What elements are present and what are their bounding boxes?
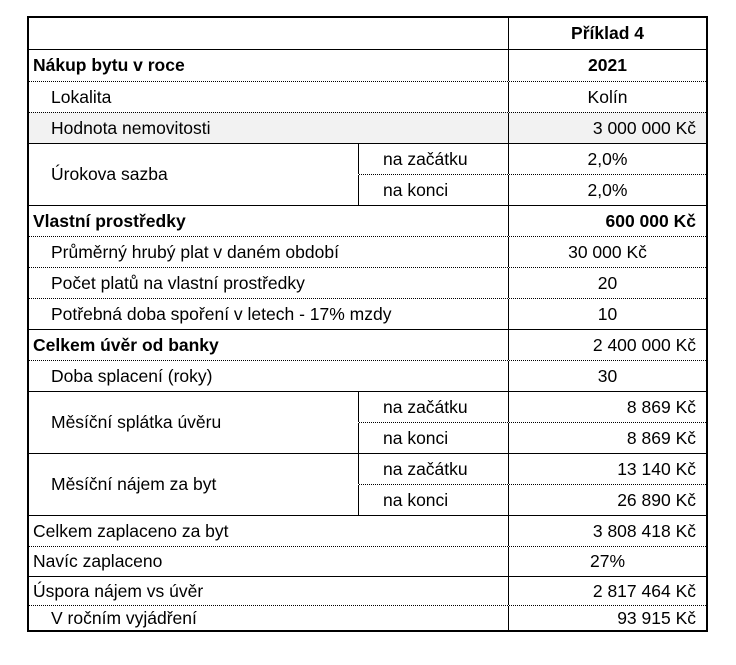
rocni-value: 93 915 Kč bbox=[508, 606, 706, 630]
celkem-label: Celkem zaplaceno za byt bbox=[33, 520, 229, 541]
urok-start-value: 2,0% bbox=[508, 144, 706, 174]
splatka-end-value: 8 869 Kč bbox=[508, 423, 706, 453]
plat-value: 30 000 Kč bbox=[508, 237, 706, 267]
nakup-value: 2021 bbox=[508, 50, 706, 81]
urok-end-label: na konci bbox=[358, 175, 508, 205]
pocet-value: 20 bbox=[508, 268, 706, 298]
vlastni-value: 600 000 Kč bbox=[508, 206, 706, 236]
doba-sporeni-label: Potřebná doba spoření v letech - 17% mzdy bbox=[51, 303, 392, 324]
pocet-row bbox=[29, 267, 706, 298]
splatka-end-label: na konci bbox=[358, 423, 508, 453]
vlastni-row bbox=[29, 205, 706, 236]
celkem-row bbox=[29, 515, 706, 546]
navic-row bbox=[29, 546, 706, 576]
pocet-label: Počet platů na vlastní prostředky bbox=[51, 272, 305, 293]
splaceni-label: Doba splacení (roky) bbox=[51, 365, 213, 386]
hodnota-label: Hodnota nemovitosti bbox=[51, 117, 211, 138]
navic-label: Navíc zaplaceno bbox=[33, 551, 163, 571]
hodnota-row bbox=[29, 112, 706, 143]
vlastni-label: Vlastní prostředky bbox=[33, 210, 186, 231]
nakup-row bbox=[29, 49, 706, 81]
hodnota-value: 3 000 000 Kč bbox=[508, 113, 706, 143]
rocni-row bbox=[29, 605, 706, 630]
spreadsheet-table bbox=[27, 16, 708, 632]
plat-row bbox=[29, 236, 706, 267]
najem-start-value: 13 140 Kč bbox=[508, 454, 706, 484]
uspora-value: 2 817 464 Kč bbox=[508, 577, 706, 605]
urok-end-value: 2,0% bbox=[508, 175, 706, 205]
nakup-label: Nákup bytu v roce bbox=[33, 55, 185, 75]
plat-label: Průměrný hrubý plat v daném období bbox=[51, 241, 339, 262]
splatka-start-value: 8 869 Kč bbox=[508, 392, 706, 422]
celkem-value: 3 808 418 Kč bbox=[508, 516, 706, 546]
uspora-row bbox=[29, 576, 706, 605]
najem-start-label: na začátku bbox=[358, 454, 508, 484]
header-value: Příklad 4 bbox=[508, 18, 706, 49]
doba-sporeni-value: 10 bbox=[508, 299, 706, 329]
header-row bbox=[29, 18, 706, 49]
uver-label: Celkem úvěr od banky bbox=[33, 334, 219, 355]
lokalita-label: Lokalita bbox=[51, 86, 112, 107]
najem-end-label: na konci bbox=[358, 485, 508, 515]
splatka-start-label: na začátku bbox=[358, 392, 508, 422]
lokalita-value: Kolín bbox=[508, 82, 706, 112]
lokalita-row bbox=[29, 81, 706, 112]
urok-label: Úrokova sazba bbox=[29, 143, 358, 205]
urok-start-label: na začátku bbox=[358, 144, 508, 174]
uspora-label: Úspora nájem vs úvěr bbox=[33, 580, 204, 601]
splatka-label: Měsíční splátka úvěru bbox=[29, 391, 358, 453]
splaceni-value: 30 bbox=[508, 361, 706, 391]
doba-sporeni-row bbox=[29, 298, 706, 329]
rocni-label: V ročním vyjádření bbox=[51, 607, 197, 628]
najem-end-value: 26 890 Kč bbox=[508, 485, 706, 515]
header-label bbox=[29, 18, 508, 49]
uver-value: 2 400 000 Kč bbox=[508, 330, 706, 360]
uver-row bbox=[29, 329, 706, 360]
najem-label: Měsíční nájem za byt bbox=[29, 453, 358, 515]
splaceni-row bbox=[29, 360, 706, 391]
navic-value: 27% bbox=[508, 547, 706, 576]
